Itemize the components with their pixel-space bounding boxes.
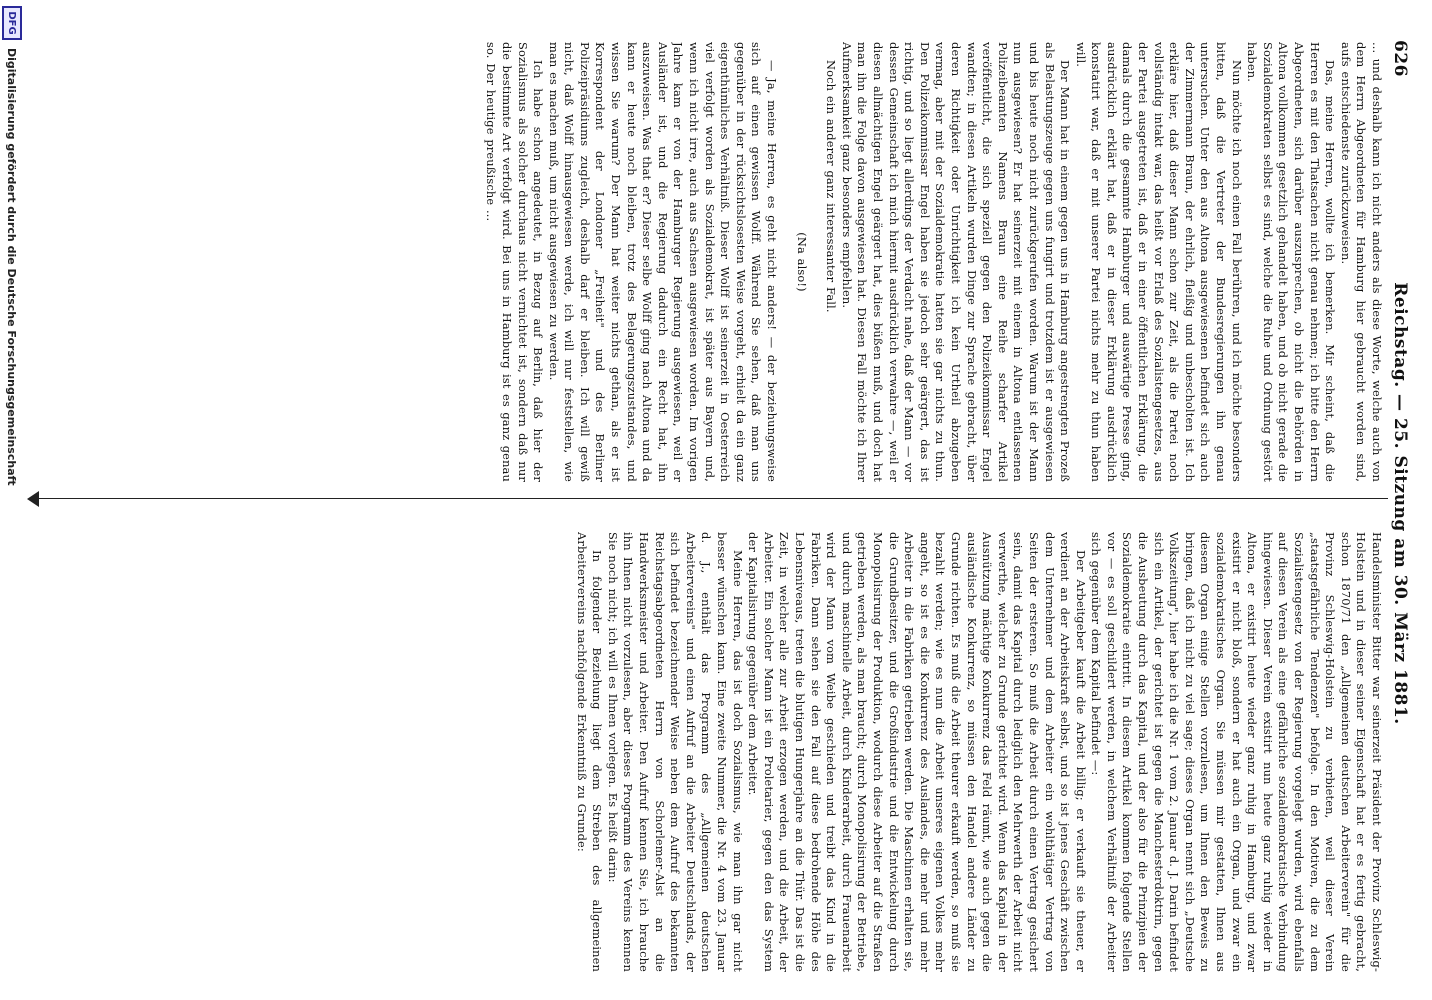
paragraph: Handelsminister Bitter war seinerzeit Präsident der Provinz Schleswig-Holstein und in dieser seiner Eigenschaft hat er es fertig gebracht, schon 1870/71 den „Allgemeinen deutschen Arbeiterverein" für die Provinz Schleswig-Holstein zu verbieten, weil dieser Verein „staatsgefährliche Tendenzen" befolge. In den Motiven, die zu dem Sozialistengesetz von der Regierung vorgelegt wurden, wird ebenfalls auf diesen Verein als eine gefährliche sozialdemokratische Verbindung hingewiesen. Dieser Verein existirt nun heute ganz ruhig wieder in Altona, er existirt heute wieder ganz ruhig in Hamburg, und zwar existirt er nicht bloß, sondern er hat auch ein Organ, und zwar ein sozialdemokratisches Organ. Sie müssen mir gestatten, Ihnen aus diesem Organ einige Stellen vorzulesen, um Ihnen den Beweis zu bringen, daß ich nicht zu viel sage; dieses Organ nennt sich „Deutsche Volkszeitung", hier habe ich die Nr. 1 vom 2. Januar d. J. Darin befindet sich ein Artikel, der gerichtet ist gegen die Manchesterdoktrin, gegen die Ausbeutung durch das Kapital, und der also für die Prinzipien der Sozialdemokratie eintritt. In diesem Artikel kommen folgende Stellen vor — es soll geschildert werden, in welchem Verhältniß der Arbeiter sich gegenüber dem Kapital befindet —: bbox=[1089, 532, 1384, 972]
left-column bbox=[44, 42, 1384, 482]
paragraph: Das, meine Herren, wollte ich bemerken. Mir scheint, daß die Herren es mit den Thatsachen nicht genau nehmen; ich bitte den Herrn Abgeordneten, sich darüber auszusprechen, ob nicht die Behörden in Altona vollkommen gesetzlich gehandelt haben, und ob nicht gerade die Sozialdemokraten selbst es sind, welche die Ruhe und Ordnung gestört haben. bbox=[1245, 42, 1338, 482]
paragraph: Nun möchte ich noch einen Fall berühren, und ich möchte besonders bitten, daß die Vertreter der Bundesregierungen ihn genau untersuchen. Unter den aus Altona ausgewiesenen befindet sich auch der Zimmermann Braun, der ehrlich, fleißig und unbescholten ist. Ich erkläre hier, daß dieser Mann schon zur Zeit, als die Partei noch vollständig intakt war, das heißt vor Erlaß des Sozialistengesetzes, aus der Partei ausgetreten ist, daß er in einer öffentlichen Erklärung, die damals durch die gesammte Hamburger und auswärtige Presse ging, ausdrücklich erklärt hat, daß er in dieser Erklärung ausdrücklich konstatirt war, daß er mit unserer Partei nichts mehr zu thun haben will. bbox=[1073, 42, 1244, 482]
page-title: Reichstag. — 25. Sitzung am 30. März 1881. bbox=[1390, 282, 1410, 725]
paragraph: Noch ein anderer ganz interessanter Fall. bbox=[824, 60, 839, 313]
paragraph: Ich habe schon angedeutet, in Bezug auf Berlin, daß hier der Sozialismus als solcher durchaus nicht vernichtet ist, sondern daß nur die bestimmte Art verfolgt wird. Bei uns in Hamburg ist es ganz genau so. Der heutige preußische ... bbox=[484, 42, 546, 482]
credit-text: Digitalisierung gefördert durch die Deutsche Forschungsgemeinschaft bbox=[5, 48, 19, 486]
paragraph: In folgender Beziehung liegt dem Streben des allgemeinen Arbeitervereins nachfolgende Erkenntniß zu Grunde: bbox=[574, 532, 605, 972]
column-divider bbox=[38, 498, 1388, 499]
paragraph: Der Mann hat in einem gegen uns in Hamburg angestrengten Prozeß als Belastungszeuge gegen uns fungirt und trotzdem ist er ausgewiesen und bis heute noch nicht zurückgerufen worden. Warum ist der Mann nun ausgewiesen? Er hat seinerzeit mit einem in Altona entlassenen Polizeibeamten Namens Braun eine Reihe scharfer Artikel veröffentlicht, die sich speziell gegen den Polizeikommissar Engel wandten; in diesen Artikeln wurden Dinge zur Sprache gebracht, über deren Richtigkeit oder Unrichtigkeit ich kein Urtheil abzugeben vermag, aber mit der Sozialdemokratie hatten sie gar nichts zu thun. Den Polizeikommissar Engel haben sie jedoch sehr geärgert, das ist richtig, und so liegt allerdings der Verdacht nahe, daß der Mann — vor dessen Gemeinschaft ich mich hiermit ausdrücklich verwahre —, weil er diesen allmächtigen Engel geärgert hat, dies büßen muß, und doch hat man ihn die Folge davon ausgewiesen hat. Diesen Fall möchte ich Ihrer Aufmerksamkeit ganz besonders empfehlen. bbox=[839, 42, 1073, 482]
page-header bbox=[1390, 40, 1424, 960]
page-number: 626 bbox=[1390, 40, 1410, 77]
quoted-paragraph: Der Arbeitgeber kauft die Arbeit billig; er verkauft sie theuer, er verdient an der Arbeitskraft selbst, und so ist jenes Geschäft zwischen dem Unternehmer und dem Arbeiter ein wohlthätiger Vertrag von Seiten der ersteren. So muß die Arbeit durch einen Vertrag gesichert sein, damit das Kapital durch lediglich den Mehrwerth der Arbeit nicht verwerthe, welcher zu Grunde gerichtet wird. Wenn das Kapital in der Ausnützung mächtige Konkurrenz das Feld räumt, wie auch gegen die ausländische Konkurrenz, so müssen den Handel andere Länder zu Grunde richten. Es muß die Arbeit theurer erkauft werden, so muß sie bezahlt werden; wie es nun die Arbeit unseres eigenen Volkes mehr angeht, so ist es die Konkurrenz des Auslandes, die mehr und mehr Arbeiter in die Fabriken getrieben werden. Die Maschinen erhalten sie, die Grundbesitzer, und die Großindustrie und die Entwickelung durch Monopolisirung der Produktion, wodurch diese Arbeiter auf die Straßen getrieben werden, als man braucht; durch Monopolisirung der Betriebe, und durch maschinelle Arbeit, durch Kinderarbeit, durch Frauenarbeit wird der Mann vom Weibe geschieden und treibt das Kind in die Fabriken. Dann sehen sie den Fall auf diese bedrohende Höhe des Lebensniveaus, treten die blutigen Hungerjahre an die Thür. Das ist die Zeit, in welcher alle zur Arbeit erzogen werden, und die Arbeit, der Arbeiter. Ein solcher Mann ist ein Proletarier, gegen den das System der Kapitalisirung gegenüber dem Arbeiter. bbox=[746, 532, 1088, 972]
paragraph: Meine Herren, das ist doch Sozialismus, wie man ihn gar nicht besser wünschen kann. Eine zweite Nummer, die Nr. 4 vom 23. Januar d. J., enthält das Programm des „Allgemeinen deutschen Arbeitervereins" und einen Aufruf an die Arbeiter Deutschlands, der sich befindet bezeichnender Weise neben dem Aufruf des bekannten Reichstagsabgeordneten Herrn von Schorlemer-Alst an die Handwerksmeister und Arbeiter. Den Aufruf kennen Sie, ich brauche ihn Ihnen nicht vorzulesen, aber dieses Programm des Vereins kennen Sie noch nicht; ich will es Ihnen vorlegen. Es heißt darin: bbox=[605, 532, 745, 972]
interjection: (Na also!) bbox=[794, 232, 809, 292]
column-divider-arrow-icon bbox=[27, 491, 39, 507]
paragraph: ... und deshalb kann ich nicht anders als diese Worte, welche auch von dem Herrn Abgeordneten für Hamburg hier gebraucht worden sind, aufs entschiedenste zurückzuweisen. bbox=[1338, 42, 1384, 482]
digitization-credit bbox=[0, 0, 24, 1000]
dfg-logo: DFG bbox=[2, 6, 22, 40]
paragraph: — Ja, meine Herren, es geht nicht anders! — der beziehungsweise sich auf einen gewissen Wolff. Während Sie sehen, daß man uns gegenüber in der rücksichtslosesten Weise vorgeht, erhielt da ein ganz eigenthümliches Verhältniß. Dieser Wolff ist seinerzeit in Oesterreich viel verfolgt worden als Sozialdemokrat, ist später aus Bayern und, wenn ich nicht irre, auch aus Sachsen ausgewiesen worden. Im vorigen Jahre kam er von der Hamburger Regierung ausgewiesen, weil er Ausländer ist, und die Regierung dadurch ein Recht hat, ihn auszuweisen. Was that er? Dieser selbe Wolff ging nach Altona und da kann er heute noch bleiben, trotz des Belagerungszustandes, und wissen Sie warum? Der Mann hat weiter nichts gethan, als er ist Korrespondent der Londoner „Freiheit" und des Berliner Polizeipräsidiums zugleich, deshalb darf er bleiben. Ich will gewiß nicht, daß Wolff hinausgewiesen werde, ich will nur feststellen, wie man es machen muß, um nicht ausgewiesen zu werden. bbox=[546, 42, 780, 482]
right-column bbox=[44, 532, 1384, 972]
